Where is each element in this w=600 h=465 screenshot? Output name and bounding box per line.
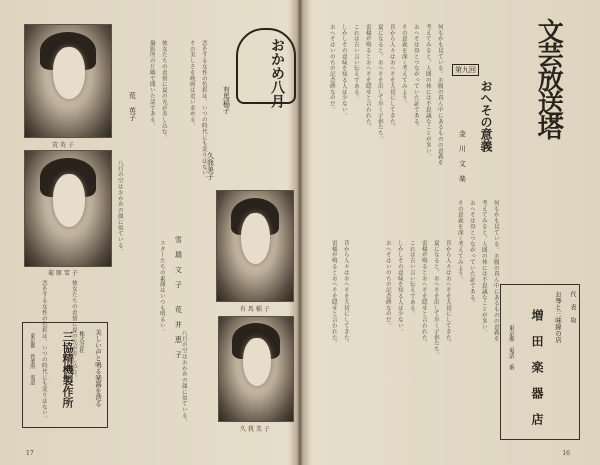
body-column: 何もかも見ている。お腹の真ん中にあるものの意義を <box>492 200 499 342</box>
body-column: その意義を深く考えてみよう。 <box>456 200 463 283</box>
ad-prefix: 代 表 取 <box>569 291 576 323</box>
photo-portrait-3 <box>216 190 294 302</box>
body-column: 雷様が鳴るとおへそを隠せと言われた。 <box>330 240 337 347</box>
body-column: 八月の空はおかめの顔に似ている。 <box>116 160 123 255</box>
body-column: 撮影所の片隅で聞いた話である。 <box>148 40 155 129</box>
body-column: 恋をする女性の色彩は、いつの時代にも変りはない。 <box>200 40 207 182</box>
series-badge: 第九回 <box>452 64 479 76</box>
ad-company: 三協精機製作所 <box>61 331 74 408</box>
ad-box-masuda <box>500 284 580 440</box>
photo-caption-2: 菊 原 雪 子 <box>48 270 78 277</box>
body-column: 何もかも見ている。お腹の真ん中にあるものの意義を <box>436 24 443 166</box>
name-1: 有馬稲子 <box>222 86 231 114</box>
body-column: 彼女たちの表情に夏の光が差し込む。 <box>70 280 77 381</box>
portrait-face <box>241 213 270 264</box>
body-column: これは古い言い伝えである。 <box>408 240 415 317</box>
column-title-box <box>236 28 296 108</box>
body-column: 彼女たちの表情に夏の光が差し込む。 <box>160 40 167 141</box>
photo-portrait-1 <box>24 24 112 138</box>
ad-tagline: 美しい声と鳴る楽器を造る <box>94 329 102 407</box>
body-column: 考えてみると、人間の体には不思議なことが多い。 <box>480 200 487 336</box>
page-number-right: 16 <box>562 450 570 457</box>
body-column: おへそは母とつながっていた証である。 <box>468 200 475 307</box>
article-title: おへその意義 <box>479 80 493 152</box>
portrait-face <box>243 338 271 386</box>
ad-company-label: 株式会社 <box>78 331 84 353</box>
left-page <box>0 0 298 465</box>
body-column: 雷様が鳴るとおへそを隠せと言われた。 <box>364 24 371 131</box>
body-column: 考えてみると、人間の体には不思議なことが多い。 <box>424 24 431 160</box>
body-column: おへそは母とつながっていた証である。 <box>412 24 419 131</box>
body-column: 昔から人々はおへそを大切にしてきた。 <box>444 240 451 347</box>
photo-caption-4: 久 我 美 子 <box>240 426 270 433</box>
photo-caption-1: 荒 英 子 <box>52 142 74 149</box>
photo-portrait-4 <box>218 316 294 422</box>
body-column: その意義を深く考えてみよう。 <box>400 24 407 107</box>
portrait-face <box>53 174 86 227</box>
body-column: 昔から人々はおへそを大切にしてきた。 <box>342 240 349 347</box>
body-column: しかしその意味を知る人は少ない。 <box>396 240 403 335</box>
photo-portrait-2 <box>24 150 112 267</box>
name-4: 雪 瑞 文 子 <box>174 236 183 288</box>
body-column: しかしその意味を知る人は少ない。 <box>340 24 347 119</box>
ad-shop-name: 増 田 楽 器 店 <box>530 309 544 425</box>
body-column: スターたちの素顔はいつも明るい。 <box>158 240 165 335</box>
masthead: 文芸放送塔 <box>533 18 564 138</box>
article-author: 金 川 文 楽 <box>458 130 467 182</box>
ad-details: 東京都 営業所 電話 <box>29 333 36 385</box>
body-column: 雷様が鳴るとおへそを隠せと言われた。 <box>420 240 427 347</box>
body-column: 夏になると、おへそを出して歩く子供たち。 <box>432 240 439 358</box>
name-3: 荒 英子 <box>128 92 137 121</box>
body-column: その美しさを映画は追い求める。 <box>188 40 195 129</box>
body-column: おへそはいのちの記念碑なのだ。 <box>384 240 391 329</box>
name-5: 荒 井 恵 子 <box>174 306 183 358</box>
ad-address: 東京都 電話 番 <box>507 325 514 370</box>
body-column: 恋をする女性の色彩は、いつの時代にも変りはない。 <box>40 280 47 422</box>
body-column: 夏になると、おへそを出して歩く子供たち。 <box>376 24 383 142</box>
portrait-face <box>53 47 86 99</box>
body-column: 八月の空はおかめの顔に似ている。 <box>180 330 187 425</box>
body-column: おへそはいのちの記念碑なのだ。 <box>328 24 335 113</box>
column-title: おかめ八月 <box>269 38 285 108</box>
page-number-left: 17 <box>26 450 34 457</box>
ad-tagline: お琴と三味線の店 <box>554 291 562 343</box>
right-page <box>302 0 600 465</box>
body-column: これは古い言い伝えである。 <box>352 24 359 101</box>
name-2: 久我美子 <box>206 152 215 180</box>
photo-caption-3: 有 馬 稲 子 <box>240 306 270 313</box>
ad-box-sankyo <box>22 322 108 428</box>
body-column: 昔から人々はおへそを大切にしてきた。 <box>388 24 395 131</box>
